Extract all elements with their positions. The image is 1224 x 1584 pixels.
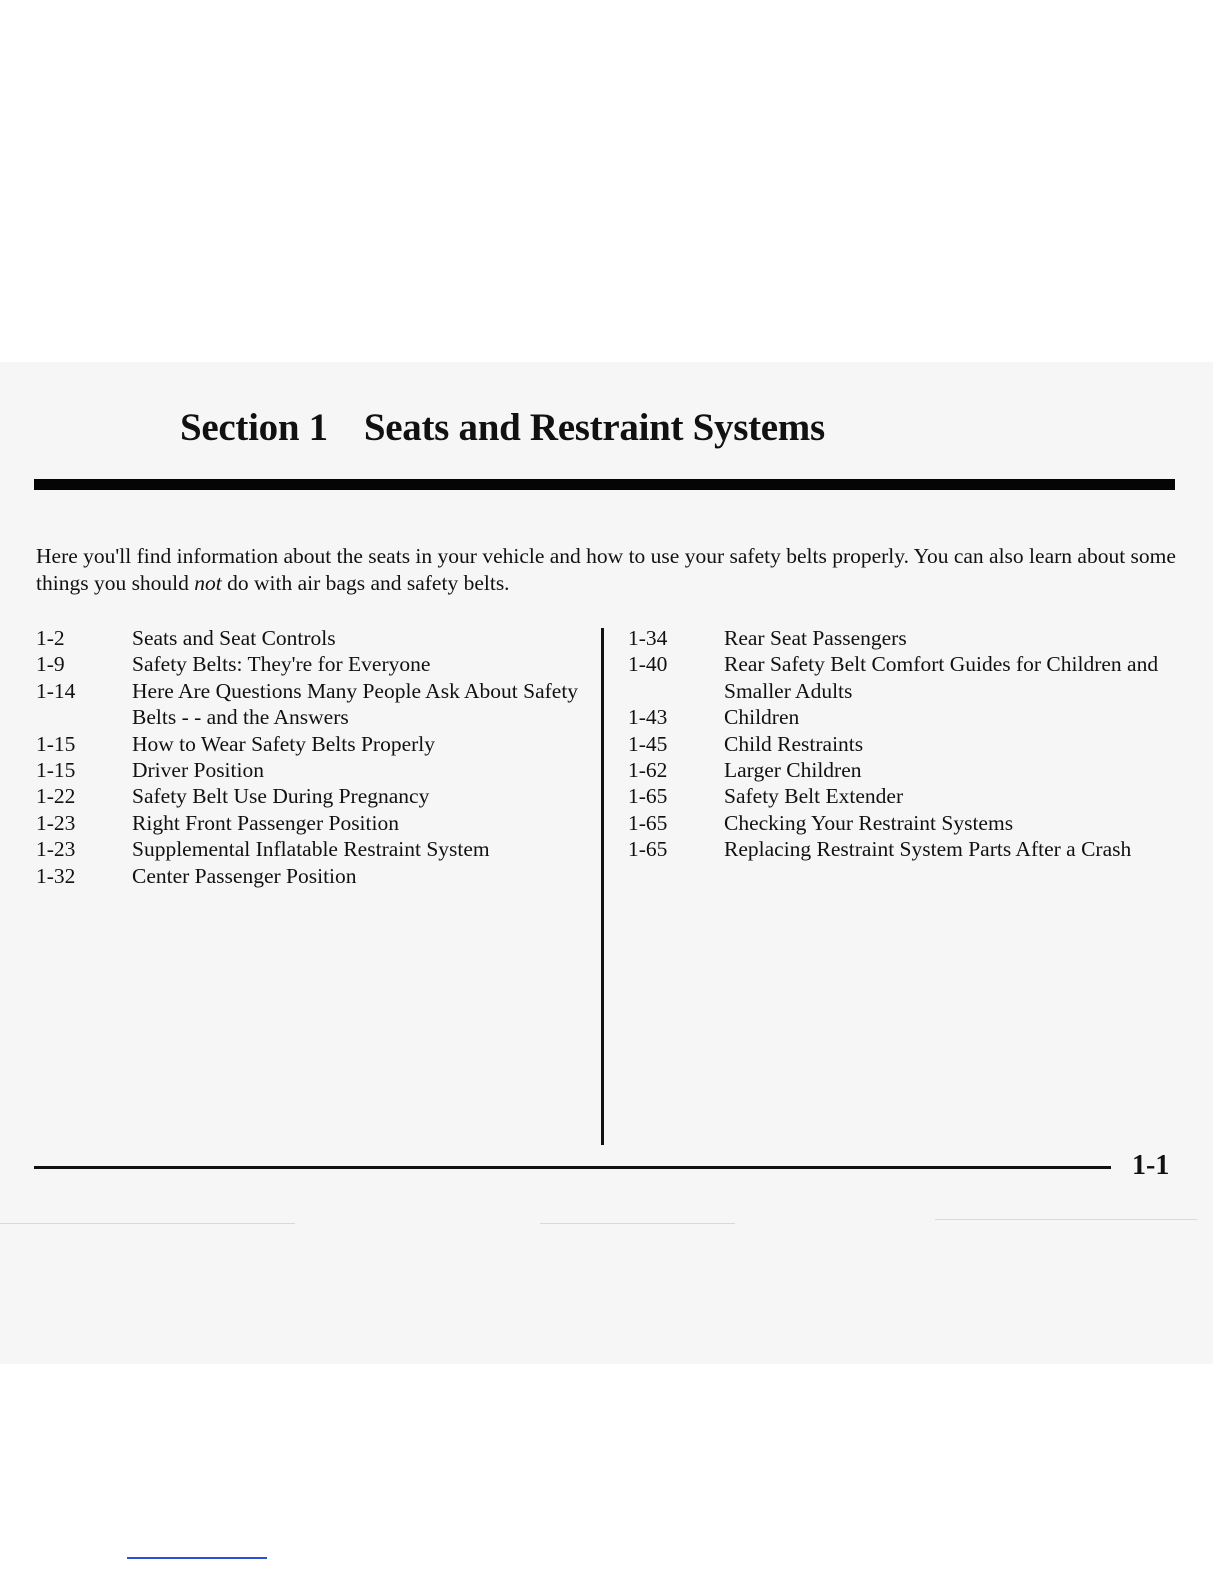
toc-right-column [628,625,1188,863]
toc-entry[interactable] [36,625,596,651]
link-underline [127,1557,267,1559]
scan-artifact-line [540,1223,735,1224]
toc-entry-title: Right Front Passenger Position [132,810,399,835]
toc-entry-title: Supplemental Inflatable Restraint System [132,837,490,862]
toc-left-column [36,625,596,889]
section-title [180,405,825,450]
toc-entry-title: Replacing Restraint System Parts After a Crash [724,837,1132,862]
toc-entry[interactable] [36,757,596,783]
toc-entry-title: Children [724,705,800,730]
toc-page-number: 1-2 [36,626,65,650]
toc-page-number: 1-45 [628,731,668,756]
intro-text-end: do with air bags and safety belts. [221,571,510,595]
toc-page-number: 1-65 [628,837,668,862]
toc-page-number: 1-65 [628,784,668,809]
column-divider [601,628,604,1145]
intro-text-start: Here you'll find information about the seats in your vehicle and how to use your safety belts properly. You can also learn about some things you should [36,544,1176,595]
toc-entry[interactable] [36,678,596,731]
toc-page-number: 1-22 [36,784,76,809]
toc-entry-title: Child Restraints [724,731,864,756]
toc-entry[interactable] [628,704,1188,730]
toc-entry-title: Safety Belt Use During Pregnancy [132,784,430,809]
toc-entry[interactable] [36,651,596,677]
toc-page-number: 1-43 [628,705,668,730]
toc-entry-title: How to Wear Safety Belts Properly [132,731,435,756]
toc-entry[interactable] [628,810,1188,836]
toc-page-number: 1-65 [628,810,668,835]
toc-entry[interactable] [628,731,1188,757]
toc-entry-title: Safety Belts: They're for Everyone [132,652,431,677]
toc-entry-title: Checking Your Restraint Systems [724,810,1014,835]
toc-page-number: 1-14 [36,678,76,703]
toc-entry[interactable] [628,757,1188,783]
toc-entry-title: Here Are Questions Many People Ask About Safety Belts - - and the Answers [132,678,579,730]
title-rule [34,479,1175,490]
toc-page-number: 1-15 [36,731,76,756]
toc-page-number: 1-34 [628,626,668,650]
toc-entry[interactable] [36,836,596,862]
page-number: 1-1 [1132,1150,1170,1181]
toc-page-number: 1-9 [36,652,65,677]
toc-entry-title: Larger Children [724,758,862,783]
toc-entry[interactable] [36,783,596,809]
toc-page-number: 1-62 [628,758,668,783]
toc-entry-title: Driver Position [132,758,264,783]
section-label: Section 1 [180,406,328,449]
toc-entry[interactable] [628,783,1188,809]
toc-page-number: 1-32 [36,863,76,888]
toc-page-number: 1-23 [36,810,76,835]
toc-entry[interactable] [36,731,596,757]
toc-entry[interactable] [628,625,1188,651]
toc-entry[interactable] [628,836,1188,862]
section-name: Seats and Restraint Systems [363,406,825,449]
toc-entry-title: Center Passenger Position [132,863,357,888]
toc-entry-title: Rear Seat Passengers [724,626,907,650]
toc-entry[interactable] [36,810,596,836]
toc-page-number: 1-23 [36,837,76,862]
toc-entry[interactable] [628,651,1188,704]
scan-artifact-line [935,1219,1197,1220]
intro-paragraph [36,543,1176,597]
toc-page-number: 1-15 [36,758,76,783]
toc-entry[interactable] [36,863,596,889]
toc-entry-title: Safety Belt Extender [724,784,904,809]
toc-page-number: 1-40 [628,652,668,677]
toc-entry-title: Seats and Seat Controls [132,626,336,650]
intro-emphasis: not [194,571,222,595]
scan-artifact-line [0,1223,295,1224]
toc-entry-title: Rear Safety Belt Comfort Guides for Children and Smaller Adults [724,652,1159,703]
footer-rule [34,1166,1111,1169]
